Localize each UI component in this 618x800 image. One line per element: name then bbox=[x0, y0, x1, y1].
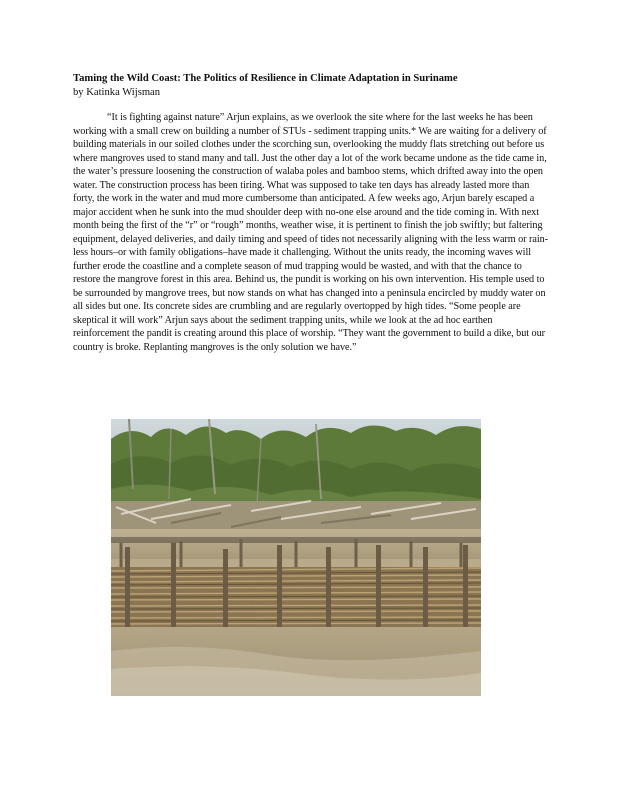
article-title: Taming the Wild Coast: The Politics of Resilience in Climate Adaptation in Suriname bbox=[73, 73, 458, 84]
article-header bbox=[73, 72, 553, 100]
sediment-trapping-unit-photo bbox=[111, 419, 481, 696]
driftwood-area bbox=[111, 499, 481, 531]
article-paragraph: “It is fighting against nature” Arjun explains, as we overlook the site where for the last weeks he has been working with a small crew on building a number of STUs - sediment trapping units.* We are waiting for a delivery of building materials in our soiled clothes under the scorching sun, overlooking the muddy flats stretching out before us where mangroves used to stand many and tall. Just the other day a lot of the work became undone as the tide came in, the water’s pressure loosening the construction of walaba poles and bamboo stems, which drifted away into the open water. The construction process has been tiring. What was supposed to take ten days has already lasted more than forty, the work in the water and mud more cumbersome than anticipated. A few weeks ago, Arjun barely escaped a major accident when he sunk into the mud shoulder deep with no-one else around and the tide coming in. With next month being the first of the “r” or “rough” months, weather wise, it is pertinent to finish the job swiftly; but faltering equipment, delayed deliveries, and daily timing and speed of tides not necessarily aligning with the less warm or rain-less hours–or with family obligations–have made it challenging. Without the units ready, the incoming waves will further erode the coastline and a complete season of mud trapping would be wasted, and with that the chance to restore the mangrove forest in this area. Behind us, the pundit is working on his own intervention. His temple used to be surrounded by mangrove trees, but now stands on what has changed into a peninsula encircled by muddy water on all sides but one. Its concrete sides are crumbling and are regularly overtopped by high tides. “Some people are skeptical it will work” Arjun says about the sediment trapping units, while we look at the ad hoc earthen reinforcement the pandit is creating around this place of worship. “They want the government to build a dike, but our country is broke. Replanting mangroves is the only solution we have.” bbox=[73, 112, 548, 353]
article-byline: by Katinka Wijsman bbox=[73, 87, 161, 98]
